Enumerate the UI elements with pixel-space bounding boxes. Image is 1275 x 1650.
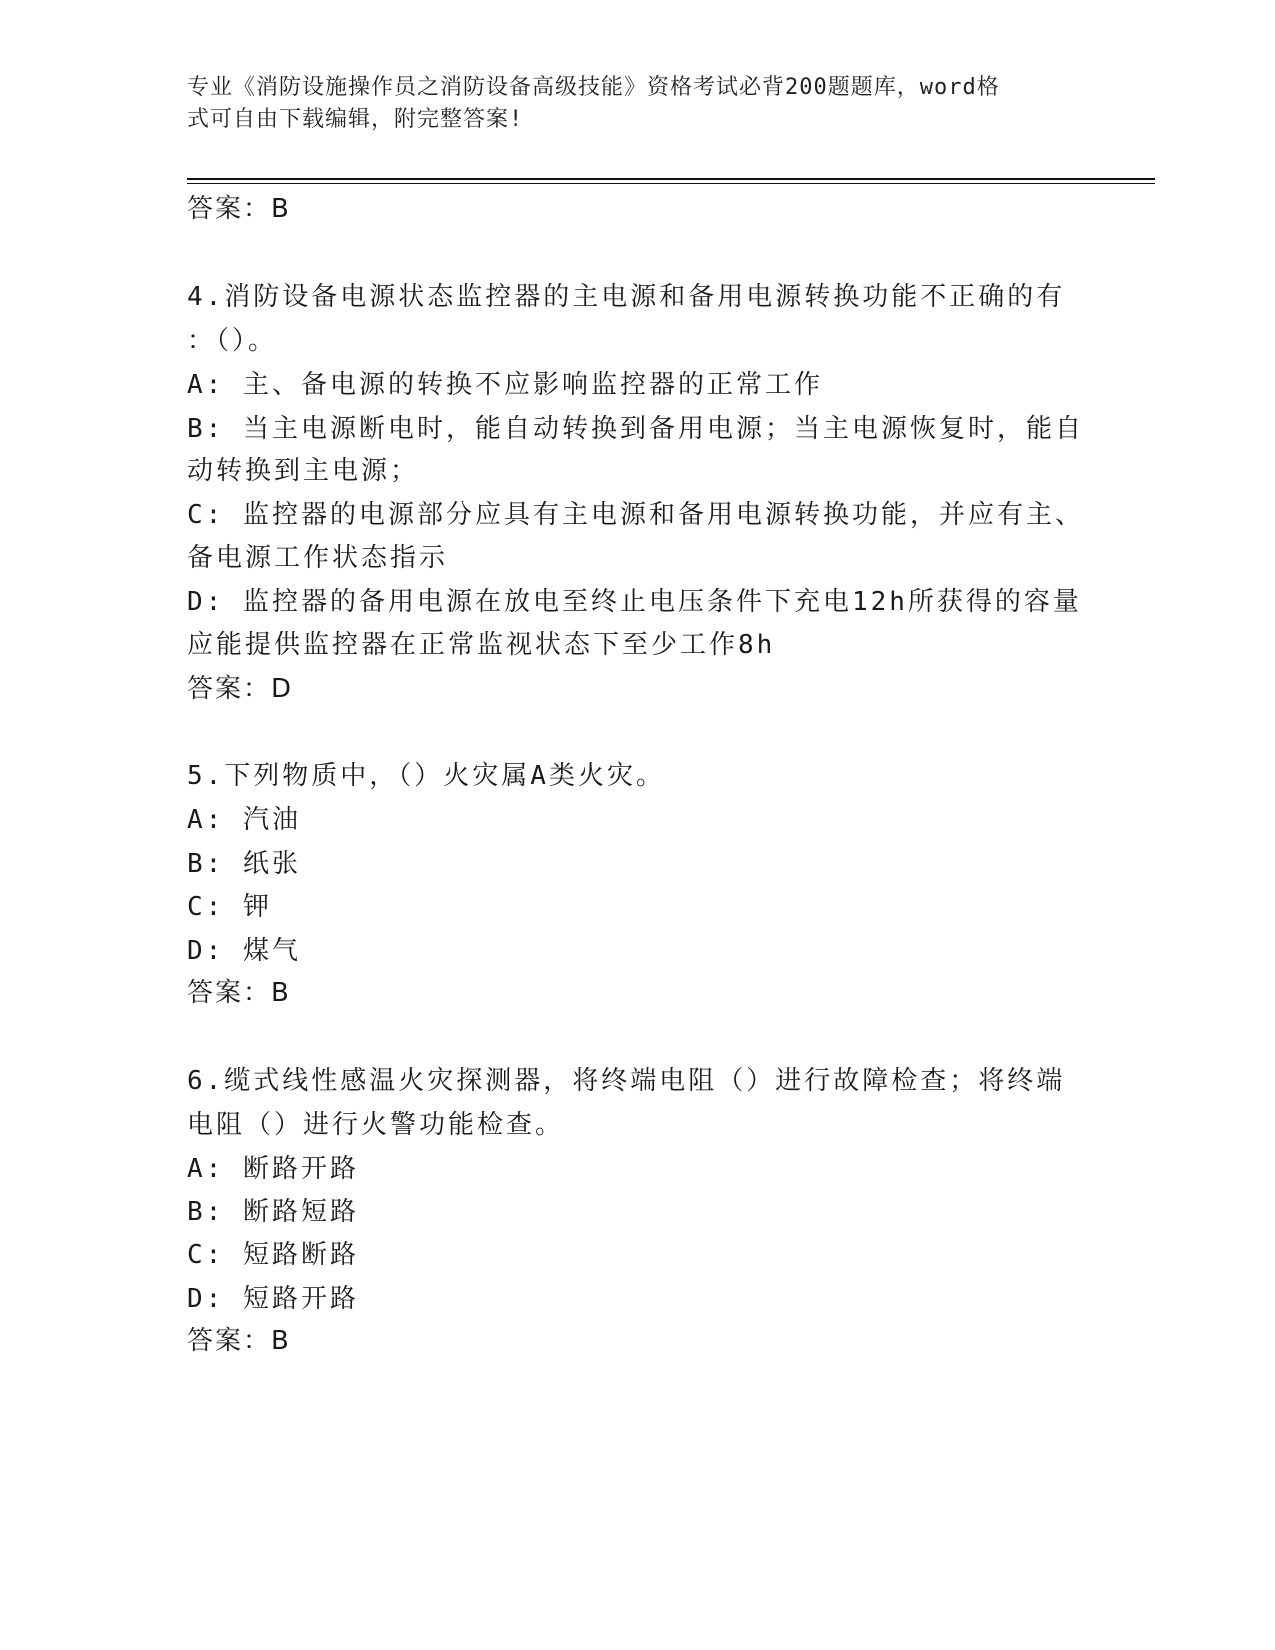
- header-line-1: 专业《消防设施操作员之消防设备高级技能》资格考试必背200题题库，word格: [187, 75, 1000, 100]
- question-stem-line-1: 6.缆式线性感温火灾探测器，将终端电阻（）进行故障检查；将终端: [187, 1066, 1066, 1096]
- question-stem-line-2: ：（）。: [187, 326, 278, 356]
- option-a: A: 汽油: [187, 805, 301, 835]
- answer: 答案：D: [187, 674, 294, 704]
- option-d: D: 煤气: [187, 936, 301, 966]
- option-d: D: 短路开路: [187, 1284, 359, 1314]
- option-d-line-2: 应能提供监控器在正常监视状态下至少工作8h: [187, 630, 776, 660]
- document-header: [187, 72, 1087, 136]
- previous-answer: 答案：B: [187, 194, 291, 224]
- option-a: A: 主、备电源的转换不应影响监控器的正常工作: [187, 370, 823, 400]
- answer: 答案：B: [187, 978, 291, 1008]
- question-stem-line-1: 4.消防设备电源状态监控器的主电源和备用电源转换功能不正确的有: [187, 282, 1066, 312]
- question-stem-line-1: 5.下列物质中，（）火灾属A类火灾。: [187, 761, 665, 791]
- question-stem-line-2: 电阻（）进行火警功能检查。: [187, 1110, 565, 1140]
- header-divider-thin: [187, 183, 1155, 184]
- option-b-line-2: 动转换到主电源；: [187, 456, 420, 486]
- answer: 答案：B: [187, 1326, 291, 1356]
- option-c-line-1: C: 监控器的电源部分应具有主电源和备用电源转换功能，并应有主、: [187, 500, 1084, 530]
- option-b-line-1: B: 当主电源断电时，能自动转换到备用电源；当主电源恢复时，能自: [187, 414, 1084, 444]
- option-d-line-1: D: 监控器的备用电源在放电至终止电压条件下充电12h所获得的容量: [187, 587, 1082, 617]
- option-c: C: 钾: [187, 892, 272, 922]
- option-a: A: 断路开路: [187, 1154, 359, 1184]
- option-b: B: 断路短路: [187, 1197, 359, 1227]
- option-c: C: 短路断路: [187, 1240, 359, 1270]
- option-b: B: 纸张: [187, 849, 301, 879]
- header-line-2: 式可自由下载编辑，附完整答案!: [187, 107, 524, 132]
- header-divider-thick: [187, 178, 1155, 180]
- option-c-line-2: 备电源工作状态指示: [187, 543, 449, 573]
